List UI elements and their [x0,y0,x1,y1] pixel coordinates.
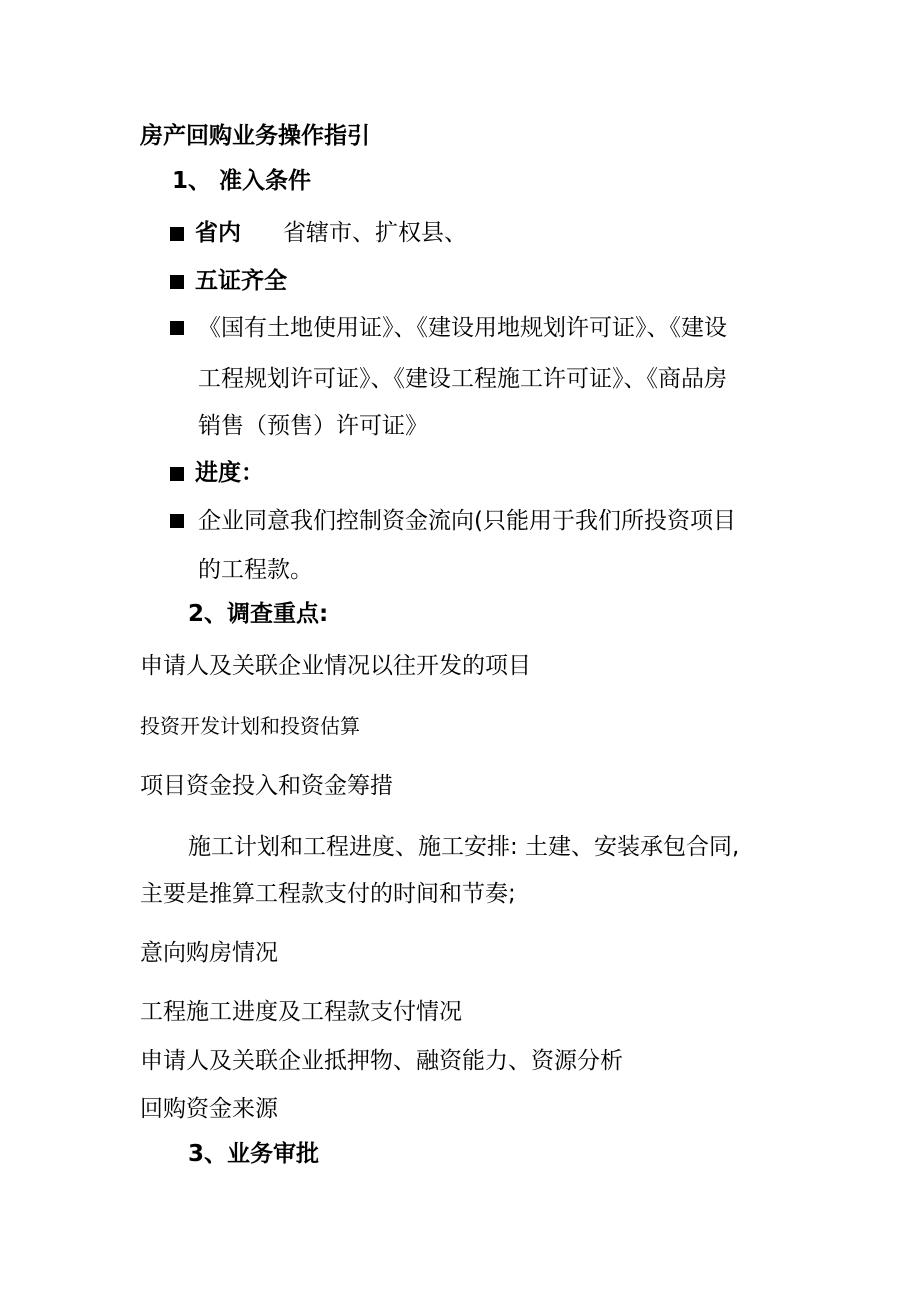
bullet-province-text: 省辖市、扩权县、 [283,220,467,246]
certs-line-1: 《国有土地使用证》、《建设用地规划许可证》、《建设 [198,315,727,341]
bullet-certs-label: 五证齐全 [195,268,287,294]
bullet-square-icon [170,275,184,289]
survey-item: 申请人及关联企业情况以往开发的项目 [140,653,531,679]
survey-item: 主要是推算工程款支付的时间和节奏; [140,881,516,907]
progress-line-2: 的工程款。 [198,557,313,583]
bullet-square-icon [170,514,184,528]
bullet-square-icon [170,227,184,241]
survey-item: 意向购房情况 [140,940,278,966]
survey-item: 项目资金投入和资金筹措 [140,773,393,799]
survey-item: 工程施工进度及工程款支付情况 [140,999,462,1025]
bullet-square-icon [170,467,184,481]
section-2-heading: 2、调查重点: [188,601,329,627]
certs-line-3: 销售（预售）许可证》 [198,413,428,439]
certs-line-2: 工程规划许可证》、《建设工程施工许可证》、《商品房 [198,366,727,392]
progress-line-1: 企业同意我们控制资金流向(只能用于我们所投资项目 [198,508,736,534]
survey-item: 申请人及关联企业抵押物、融资能力、资源分析 [140,1048,623,1074]
bullet-province-label: 省内 [195,220,241,246]
survey-item: 投资开发计划和投资估算 [140,714,360,738]
page-title: 房产回购业务操作指引 [140,123,370,149]
section-3-heading: 3、业务审批 [188,1141,320,1167]
bullet-square-icon [170,321,184,335]
bullet-progress-label: 进度： [195,460,264,486]
survey-item: 回购资金来源 [140,1096,278,1122]
section-1-heading: 1、 准入条件 [172,168,312,194]
survey-item: 施工计划和工程进度、施工安排: 土建、安装承包合同, [188,834,740,860]
